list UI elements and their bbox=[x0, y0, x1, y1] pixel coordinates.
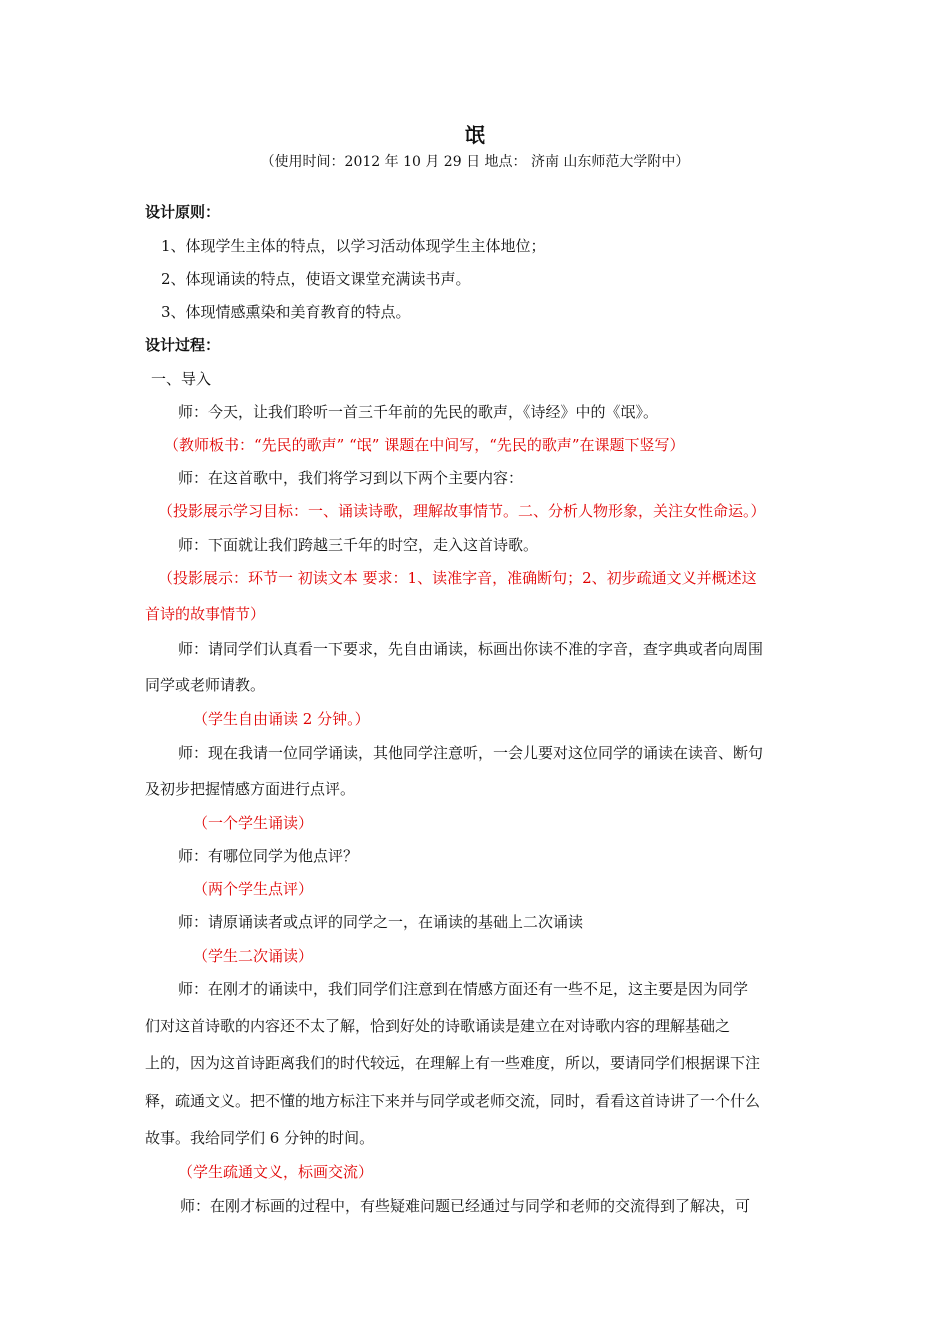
principle-item: 1、体现学生主体的特点，以学习活动体现学生主体地位； bbox=[161, 237, 546, 255]
teacher-line: 师：请同学们认真看一下要求，先自由诵读，标画出你读不准的字音，查字典或者向周围 bbox=[178, 640, 764, 658]
teacher-line: 师：在刚才标画的过程中，有些疑难问题已经通过与同学和老师的交流得到了解决，可 bbox=[180, 1197, 751, 1215]
annotation-line: （投影展示：环节一 初读文本 要求：1、读准字音，准确断句；2、初步疏通文义并概述这 bbox=[158, 569, 757, 587]
annotation-line: （两个学生点评） bbox=[193, 880, 314, 898]
teacher-line: 及初步把握情感方面进行点评。 bbox=[145, 780, 356, 798]
teacher-line: 师：今天，让我们聆听一首三千年前的先民的歌声，《诗经》中的《氓》。 bbox=[178, 403, 659, 421]
teacher-line: 师：现在我请一位同学诵读，其他同学注意听，一会儿要对这位同学的诵读在读音、断句 bbox=[178, 744, 764, 762]
teacher-line: 师：有哪位同学为他点评？ bbox=[178, 847, 359, 865]
teacher-line: 师：在这首歌中，我们将学习到以下两个主要内容： bbox=[178, 469, 524, 487]
principles-heading: 设计原则： bbox=[145, 203, 221, 221]
teacher-line: 故事。我给同学们 6 分钟的时间。 bbox=[145, 1129, 375, 1147]
document-title: 氓 bbox=[465, 123, 485, 147]
annotation-line: （学生疏通文义，标画交流） bbox=[178, 1163, 374, 1181]
teacher-line: 同学或老师请教。 bbox=[145, 676, 266, 694]
annotation-line: 首诗的故事情节） bbox=[145, 605, 266, 623]
principle-item: 2、体现诵读的特点，使语文课堂充满读书声。 bbox=[161, 270, 471, 288]
principle-item: 3、体现情感熏染和美育教育的特点。 bbox=[161, 303, 411, 321]
annotation-line: （教师板书：“先民的歌声” “氓” 课题在中间写，“先民的歌声”在课题下竖写） bbox=[164, 436, 685, 454]
annotation-line: （投影展示学习目标：一、诵读诗歌，理解故事情节。二、分析人物形象，关注女性命运。） bbox=[158, 502, 766, 520]
section-heading: 一、导入 bbox=[151, 370, 212, 388]
annotation-line: （一个学生诵读） bbox=[193, 814, 314, 832]
teacher-line: 师：请原诵读者或点评的同学之一，在诵读的基础上二次诵读 bbox=[178, 913, 584, 931]
document-meta: （使用时间：2012 年 10 月 29 日 地点： 济南 山东师范大学附中） bbox=[260, 154, 690, 170]
teacher-line: 释，疏通文义。把不懂的地方标注下来并与同学或老师交流，同时，看看这首诗讲了一个什么 bbox=[145, 1092, 761, 1110]
annotation-line: （学生二次诵读） bbox=[193, 947, 314, 965]
teacher-line: 师：在刚才的诵读中，我们同学们注意到在情感方面还有一些不足，这主要是因为同学 bbox=[178, 980, 749, 998]
teacher-line: 上的，因为这首诗距离我们的时代较远，在理解上有一些难度，所以，要请同学们根据课下注 bbox=[145, 1054, 761, 1072]
annotation-line: （学生自由诵读 2 分钟。） bbox=[193, 710, 370, 728]
teacher-line: 师：下面就让我们跨越三千年的时空，走入这首诗歌。 bbox=[178, 536, 539, 554]
teacher-line: 们对这首诗歌的内容还不太了解，恰到好处的诗歌诵读是建立在对诗歌内容的理解基础之 bbox=[145, 1017, 731, 1035]
process-heading: 设计过程： bbox=[145, 336, 221, 354]
